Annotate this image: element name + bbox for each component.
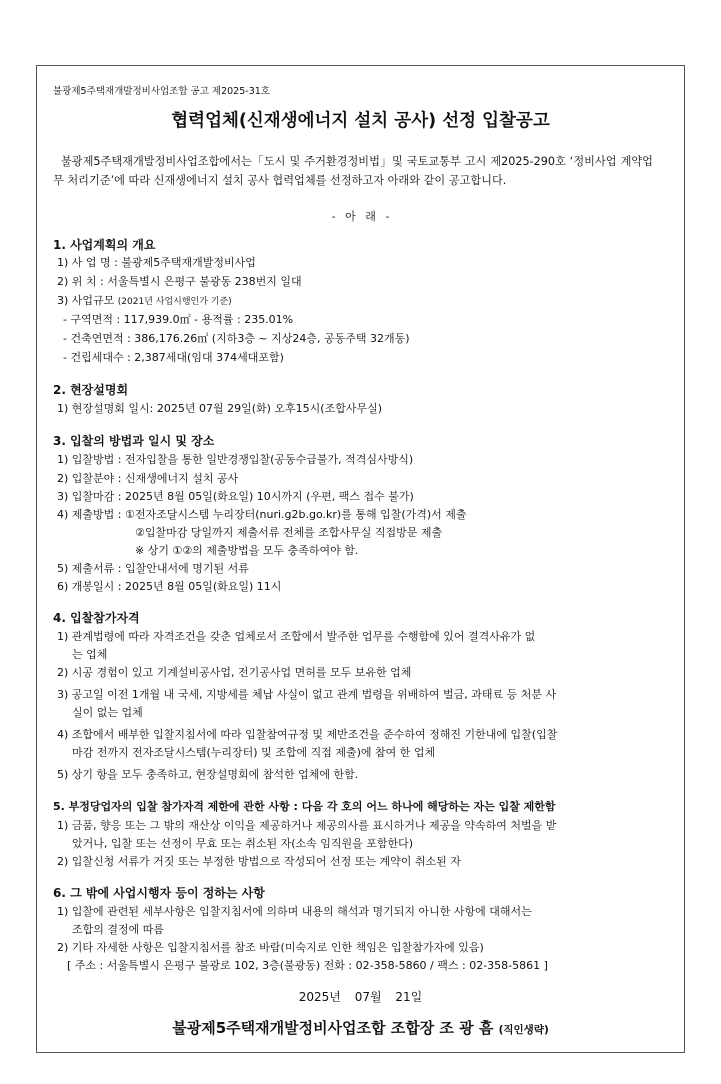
s4-line-5: 5) 상기 항을 모두 충족하고, 현장설명회에 참석한 업체에 한함.: [57, 768, 359, 781]
s4-line-3b: 실이 없는 업체: [72, 706, 143, 719]
s3-line-5: 5) 제출서류 : 입찰안내서에 명기된 서류: [57, 562, 249, 575]
contact-info: [ 주소 : 서울특별시 은평구 불광로 102, 3층(불광동) 전화 : 02-358-5860 / 팩스 : 02-358-5861 ]: [67, 959, 548, 972]
s3-line-4: 4) 제출방법 : ①전자조달시스템 누리장터(nuri.g2b.go.kr)를 통해 입찰(가격)서 제출: [57, 508, 467, 521]
section-6-heading: 6. 그 밖에 사업시행자 등이 정하는 사항: [53, 886, 265, 900]
s1-line-6: - 건립세대수 : 2,387세대(임대 374세대포함): [63, 351, 284, 364]
below-marker: - 아 래 -: [331, 210, 390, 223]
s3-line-3: 3) 입찰마감 : 2025년 8월 05일(화요일) 10시까지 (우편, 팩스 접수 불가): [57, 490, 414, 503]
s1-line-5: - 건축연면적 : 386,176.26㎡ (지하3층 ~ 지상24층, 공동주택 32개동): [63, 332, 410, 345]
section-1-heading: 1. 사업계획의 개요: [53, 238, 156, 252]
s1-line-3-text: 3) 사업규모: [57, 294, 115, 307]
s1-line-2: 2) 위 치 : 서울특별시 은평구 불광동 238번지 일대: [57, 275, 302, 288]
s5-line-1b: 았거나, 입찰 또는 선정이 무효 또는 취소된 자(소속 임직원을 포함한다): [72, 837, 414, 850]
s6-line-1b: 조합의 결정에 따름: [72, 923, 165, 936]
s1-line-3-note: (2021년 사업시행인가 기준): [117, 297, 232, 307]
s3-line-2: 2) 입찰분야 : 신재생에너지 설치 공사: [57, 472, 239, 485]
notice-date: 2025년 07월 21일: [298, 990, 423, 1004]
s4-line-3: 3) 공고일 이전 1개월 내 국세, 지방세를 체납 사실이 없고 관계 법령을 위배하여 벌금, 과태료 등 처분 사: [57, 688, 557, 701]
section-2-heading: 2. 현장설명회: [53, 383, 129, 397]
s4-line-2: 2) 시공 경험이 있고 기계설비공사업, 전기공사업 면허를 모두 보유한 업체: [57, 666, 412, 679]
s2-line-1: 1) 현장설명회 일시: 2025년 07월 29일(화) 오후15시(조합사무실): [57, 402, 383, 415]
s4-line-1b: 는 업체: [72, 648, 108, 661]
s1-line-4: - 구역면적 : 117,939.0㎡ - 용적률 : 235.01%: [63, 313, 294, 326]
section-3-heading: 3. 입찰의 방법과 일시 및 장소: [53, 434, 215, 448]
s3-line-1: 1) 입찰방법 : 전자입찰을 통한 일반경쟁입찰(공동수급불가, 적격심사방식): [57, 453, 414, 466]
s1-line-3: [57, 292, 232, 311]
s6-line-1: 1) 입찰에 관련된 세부사항은 입찰지침서에 의하며 내용의 해석과 명기되지 아니한 사항에 대해서는: [57, 905, 532, 918]
page-title: 협력업체(신재생에너지 설치 공사) 선정 입찰공고: [171, 111, 550, 131]
signature-name: 불광제5주택재개발정비사업조합 조합장 조 광 흠: [172, 1019, 494, 1037]
notice-id: 불광제5주택재개발정비사업조합 공고 제2025-31호: [53, 86, 270, 97]
s3-line-4b: ②입찰마감 당일까지 제출서류 전체를 조합사무실 직접방문 제출: [135, 526, 443, 539]
section-4-heading: 4. 입찰참가자격: [53, 611, 140, 625]
section-5-heading: 5. 부정당업자의 입찰 참가자격 제한에 관한 사항 : 다음 각 호의 어느 하나에 해당하는 자는 입찰 제한함: [53, 800, 556, 813]
s5-line-1: 1) 금품, 향응 또는 그 밖의 재산상 이익을 제공하거나 제공의사를 표시하거나 제공을 약속하여 처벌을 받: [57, 819, 557, 832]
s6-line-2: 2) 기타 자세한 사항은 입찰지침서를 참조 바람(미숙지로 인한 책임은 입찰참가자에 있음): [57, 941, 484, 954]
notice-frame: [36, 65, 685, 1053]
s1-line-1: 1) 사 업 명 : 불광제5주택재개발정비사업: [57, 256, 256, 269]
s4-line-4: 4) 조합에서 배부한 입찰지침서에 따라 입찰참여규정 및 제반조건을 준수하여 정해진 기한내에 입찰(입찰: [57, 728, 558, 741]
s5-line-2: 2) 입찰신청 서류가 거짓 또는 부정한 방법으로 작성되어 선정 또는 계약이 취소된 자: [57, 855, 461, 868]
signature-block: [37, 1017, 684, 1038]
s3-line-6: 6) 개봉일시 : 2025년 8월 05일(화요일) 11시: [57, 580, 282, 593]
seal-omitted-note: (직인생략): [498, 1024, 549, 1036]
s4-line-4b: 마감 전까지 전자조달시스템(누리장터) 및 조합에 직접 제출)에 참여 한 업체: [72, 746, 436, 759]
s4-line-1: 1) 관계법령에 따라 자격조건을 갖춘 업체로서 조합에서 발주한 업무를 수행함에 있어 결격사유가 없: [57, 630, 536, 643]
intro-paragraph: 불광제5주택재개발정비사업조합에서는「도시 및 주거환경정비법」및 국토교통부 고시 제2025-290호 ‘정비사업 계약업무 처리기준’에 따라 신재생에너지 설치 공사 협력업체를 선정하고자 아래와 같이 공고합니다.: [53, 155, 653, 187]
s3-line-4c: ※ 상기 ①②의 제출방법을 모두 충족하여야 함.: [135, 544, 359, 557]
